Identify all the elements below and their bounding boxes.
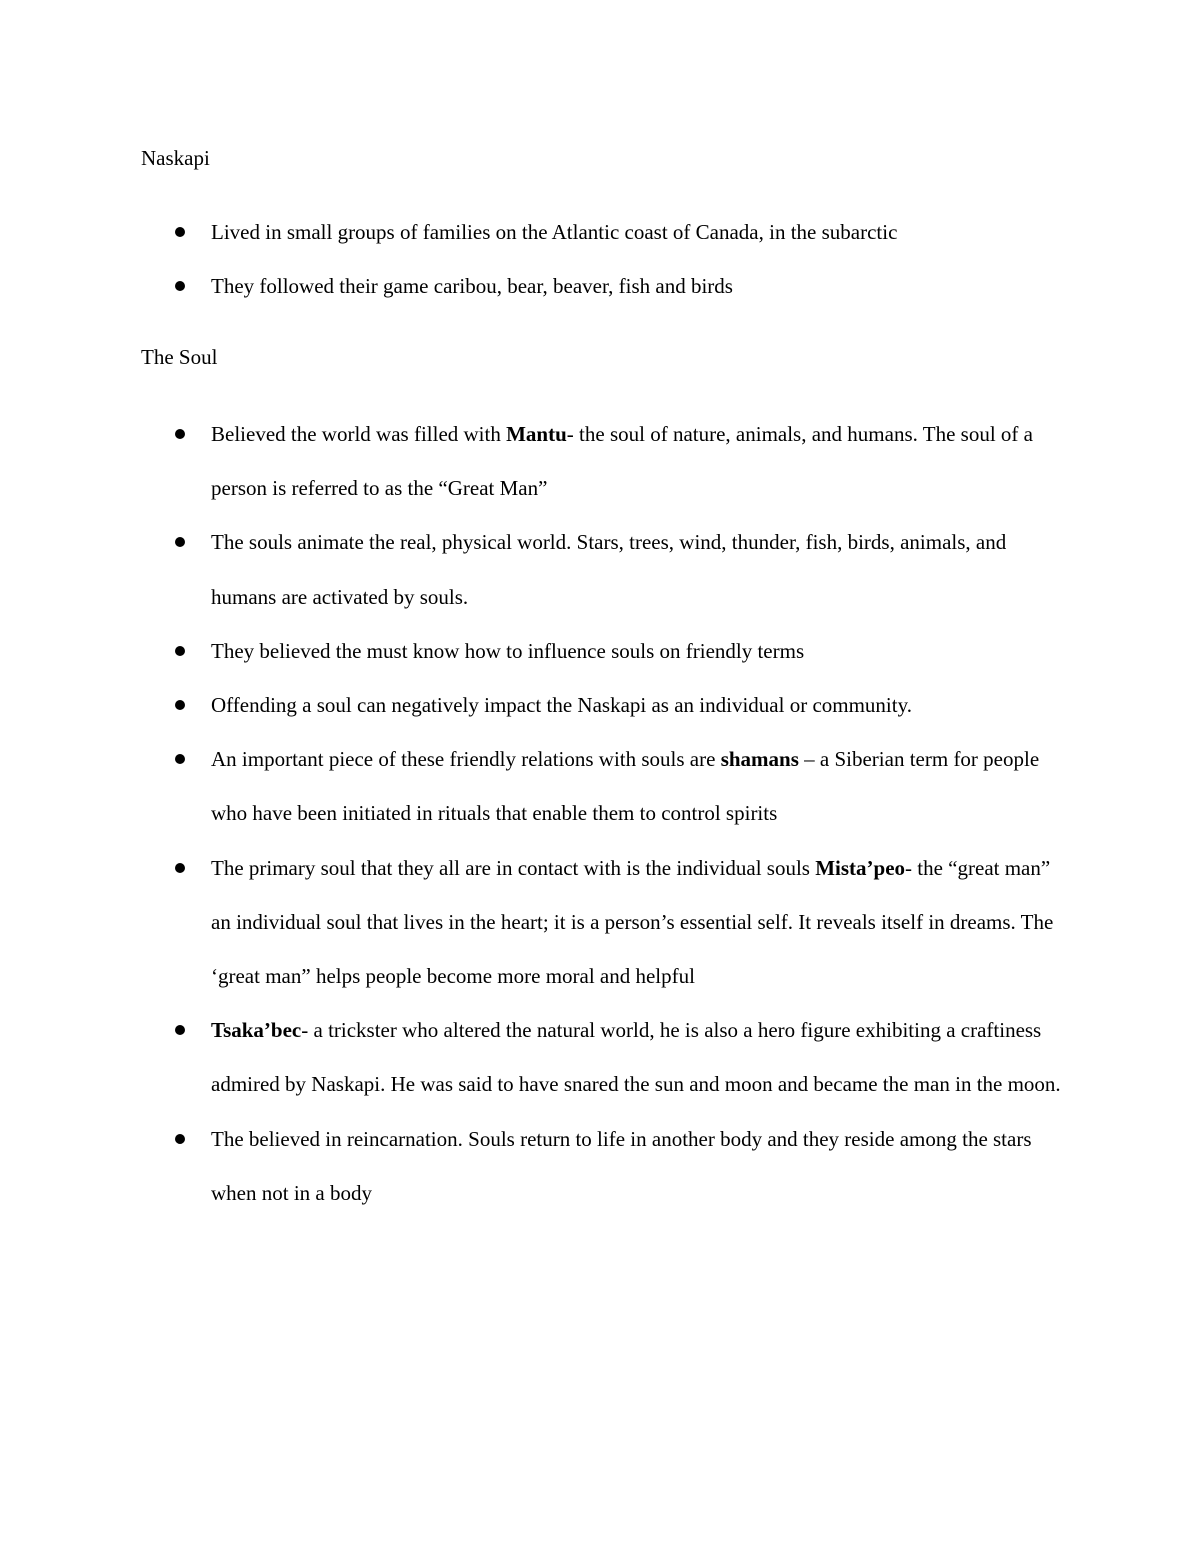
list-item-text: Lived in small groups of families on the Atlantic coast of Canada, in the subarctic — [211, 220, 898, 244]
list-item-text-post: - the “great man” an individual soul that lives in the heart; it is a person’s essential self. It reveals itself in dreams. The ‘great man” helps people become more moral and helpful — [211, 855, 1054, 989]
term-tsakabec: Tsaka’bec — [211, 1018, 302, 1043]
list-item — [0, 515, 1071, 623]
list-item — [0, 1003, 1071, 1111]
soul-bullet-list — [0, 407, 1071, 1220]
list-item-text-post: – a Siberian term for people who have been initiated in rituals that enable them to control spirits — [211, 747, 1040, 826]
list-item-text: The souls animate the real, physical world. Stars, trees, wind, thunder, fish, birds, animals, and humans are activated by souls. — [211, 530, 1007, 609]
list-item-text-pre: Believed the world was filled with — [211, 422, 507, 446]
list-item-text: They believed the must know how to influence souls on friendly terms — [211, 638, 805, 663]
section-heading-the-soul: The Soul — [141, 345, 218, 369]
list-item — [0, 841, 1071, 1004]
naskapi-bullet-list — [0, 205, 1071, 313]
list-item — [0, 1112, 1071, 1220]
list-item-text: Offending a soul can negatively impact the Naskapi as an individual or community. — [211, 693, 912, 718]
list-item — [0, 205, 1071, 259]
term-mistapeo: Mista’peo — [815, 855, 906, 880]
list-item — [0, 624, 1071, 678]
list-item — [0, 259, 1071, 313]
list-item — [0, 732, 1071, 840]
term-mantu: Mantu — [506, 422, 567, 446]
list-item — [0, 678, 1071, 732]
list-item-text: The believed in reincarnation. Souls return to life in another body and they reside among the stars when not in a body — [211, 1126, 1032, 1205]
list-item-text-pre: An important piece of these friendly relations with souls are — [211, 747, 721, 772]
list-item-text-pre: The primary soul that they all are in contact with is the individual souls — [211, 855, 816, 880]
term-shamans: shamans — [720, 747, 799, 772]
list-item-text: They followed their game caribou, bear, beaver, fish and birds — [211, 274, 733, 299]
list-item — [0, 407, 1071, 515]
section-heading-naskapi: Naskapi — [141, 146, 210, 170]
list-item-text-post: - the soul of nature, animals, and humans. The soul of a person is referred to as the “Great Man” — [211, 422, 1033, 501]
list-item-text-post: - a trickster who altered the natural world, he is also a hero figure exhibiting a craftiness admired by Naskapi. He was said to have snared the sun and moon and became the man in the moon. — [211, 1018, 1061, 1097]
